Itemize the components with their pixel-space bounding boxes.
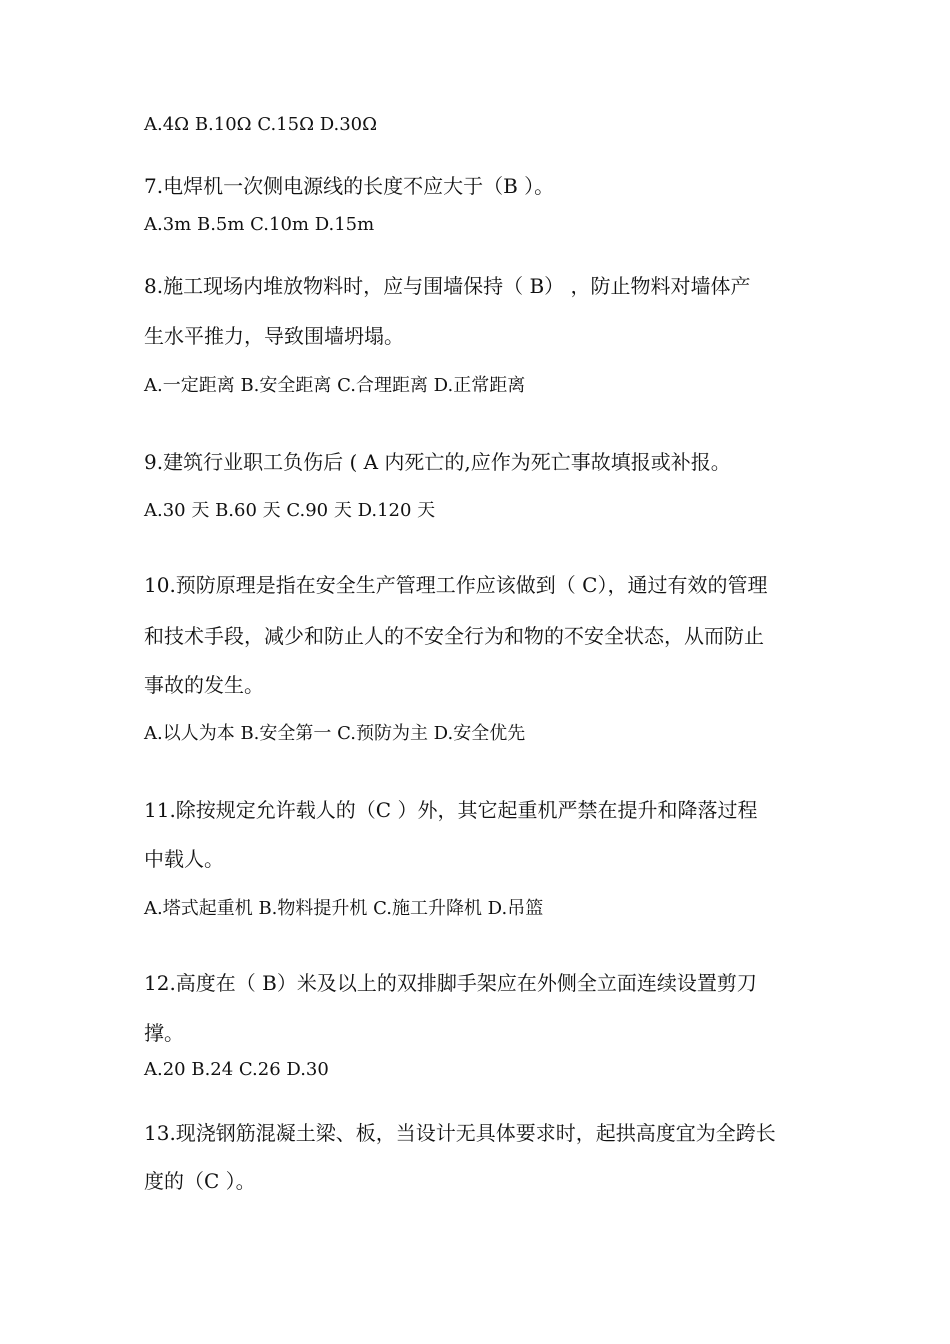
options-q8: A.一定距离 B.安全距离 C.合理距离 D.正常距离 (144, 375, 526, 396)
question-12-line-1: 12.高度在（ B）米及以上的双排脚手架应在外侧全立面连续设置剪刀 (144, 971, 757, 995)
question-10-line-2: 和技术手段，减少和防止人的不安全行为和物的不安全状态，从而防止 (144, 624, 764, 648)
question-13-line-1: 13.现浇钢筋混凝土梁、板，当设计无具体要求时，起拱高度宜为全跨长 (144, 1121, 776, 1145)
options-q12: A.20 B.24 C.26 D.30 (144, 1059, 329, 1080)
question-10-line-3: 事故的发生。 (144, 673, 264, 697)
question-11-line-1: 11.除按规定允许载人的（C ）外，其它起重机严禁在提升和降落过程 (144, 798, 758, 822)
question-13-line-2: 度的（C ）。 (144, 1169, 256, 1193)
options-q10: A.以人为本 B.安全第一 C.预防为主 D.安全优先 (144, 723, 526, 744)
question-11-line-2: 中载人。 (144, 847, 224, 871)
question-12-line-2: 撑。 (144, 1021, 184, 1045)
question-7: 7.电焊机一次侧电源线的长度不应大于（B ）。 (144, 174, 555, 198)
question-8-line-1: 8.施工现场内堆放物料时，应与围墙保持（ B） ，防止物料对墙体产 (144, 274, 751, 298)
options-q11: A.塔式起重机 B.物料提升机 C.施工升降机 D.吊篮 (144, 898, 544, 919)
options-q9: A.30 天 B.60 天 C.90 天 D.120 天 (144, 500, 436, 521)
question-8-line-2: 生水平推力，导致围墙坍塌。 (144, 324, 404, 348)
question-9: 9.建筑行业职工负伤后 ( A 内死亡的,应作为死亡事故填报或补报。 (144, 450, 731, 474)
question-10-line-1: 10.预防原理是指在安全生产管理工作应该做到（ C），通过有效的管理 (144, 573, 768, 597)
options-q6: A.4Ω B.10Ω C.15Ω D.30Ω (144, 114, 378, 135)
options-q7: A.3m B.5m C.10m D.15m (144, 214, 375, 235)
